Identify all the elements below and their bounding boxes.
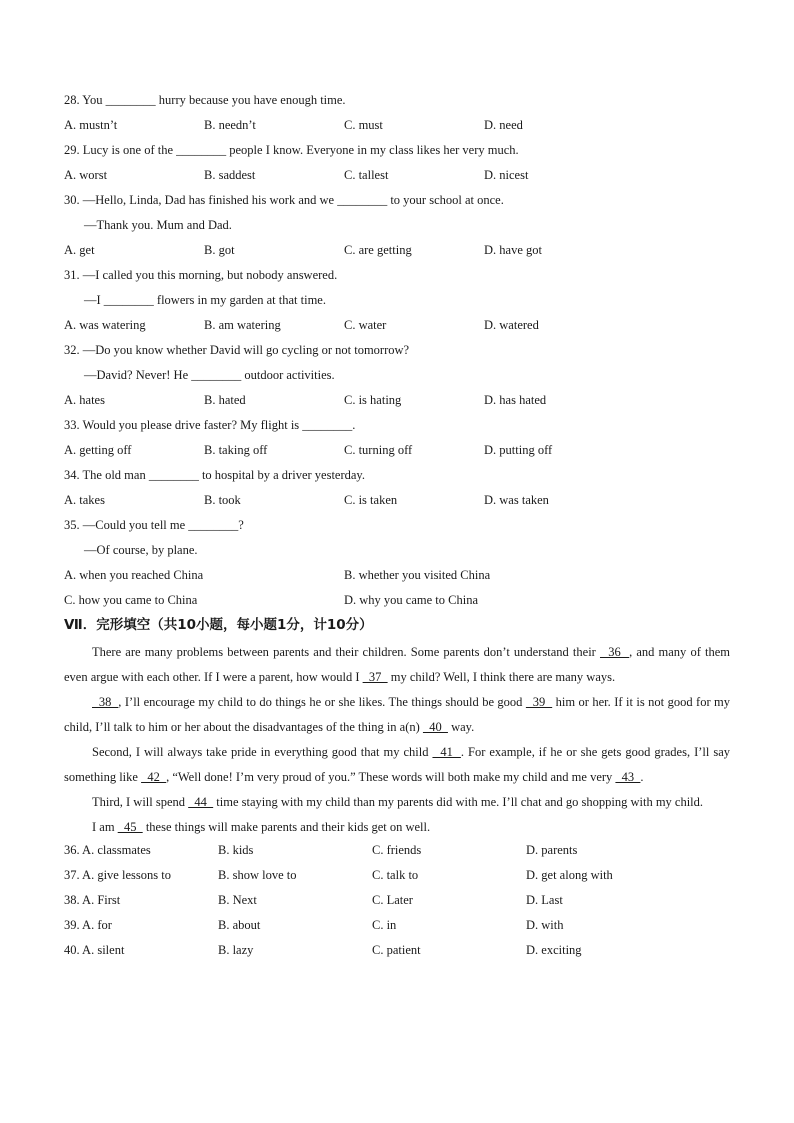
question-stem: 28. You ________ hurry because you have enough time. [64,93,346,107]
question-options [64,240,730,265]
cloze-options-row [64,890,730,915]
passage-paragraph-3: Second, I will always take pride in everything good that my child 41 . For example, if he or she gets good grades, I’ll say something like 42 , “Well done! I’m very proud of you.” These words will both make my child and me very 43 . [64,745,730,784]
option-c: C. tallest [344,168,389,182]
option-c: C. must [344,118,383,132]
option-d: D. get along with [526,868,613,882]
option-a: A. mustn’t [64,118,118,132]
question-reply: —I ________ flowers in my garden at that time. [84,293,326,307]
blank-43: 43 [615,770,641,784]
option-a: A. when you reached China [64,568,204,582]
option-c: C. how you came to China [64,593,198,607]
passage-paragraph-5: I am 45 these things will make parents and their kids get on well. [92,820,431,834]
passage-paragraph-4: Third, I will spend 44 time staying with my child than my parents did with me. I’ll chat and go shopping with my child. [92,795,704,809]
cloze-options-row [64,865,730,890]
option-a: 37. A. give lessons to [64,868,171,882]
passage-paragraph-2: 38 , I’ll encourage my child to do things he or she likes. The things should be good 39 him or her. If it is not good for my child, I’ll talk to him or her about the disadvantages of the thing in a(n) 40 way. [64,695,731,734]
question-options [64,165,730,190]
option-b: B. about [218,918,261,932]
option-c: C. water [344,318,387,332]
option-c: C. is taken [344,493,398,507]
blank-45: 45 [117,820,143,834]
question-options [64,115,730,140]
option-b: B. lazy [218,943,254,957]
question-stem: 33. Would you please drive faster? My flight is ________. [64,418,356,432]
option-b: B. Next [218,893,257,907]
question-stem: 31. —I called you this morning, but nobody answered. [64,268,338,282]
option-a: 38. A. First [64,893,121,907]
option-a: A. was watering [64,318,146,332]
blank-38: 38 [92,695,119,709]
question-options [64,565,730,590]
question-stem: 32. —Do you know whether David will go cycling or not tomorrow? [64,343,410,357]
option-a: A. hates [64,393,105,407]
option-b: B. saddest [204,168,256,182]
option-a: 36. A. classmates [64,843,151,857]
option-b: B. am watering [204,318,281,332]
option-b: B. show love to [218,868,297,882]
option-d: D. why you came to China [344,593,479,607]
option-d: D. putting off [484,443,553,457]
cloze-options-row [64,940,730,965]
option-c: C. friends [372,843,422,857]
blank-39: 39 [525,695,553,709]
option-c: C. is hating [344,393,402,407]
option-d: D. parents [526,843,578,857]
option-b: B. whether you visited China [344,568,491,582]
blank-44: 44 [188,795,214,809]
option-b: B. hated [204,393,246,407]
option-d: D. exciting [526,943,582,957]
question-stem: 29. Lucy is one of the ________ people I know. Everyone in my class likes her very much. [64,143,519,157]
section-heading: Ⅶ．完形填空（共10小题，每小题1分，计10分） [64,617,373,633]
option-d: D. was taken [484,493,549,507]
option-b: B. taking off [204,443,268,457]
blank-37: 37 [362,670,388,684]
question-options [64,590,730,615]
question-stem: 34. The old man ________ to hospital by a driver yesterday. [64,468,365,482]
option-d: D. Last [526,893,563,907]
option-a: A. getting off [64,443,132,457]
option-c: C. are getting [344,243,412,257]
option-c: C. talk to [372,868,419,882]
option-d: D. nicest [484,168,529,182]
option-c: C. turning off [344,443,413,457]
question-reply: —Of course, by plane. [84,543,198,557]
question-options [64,440,730,465]
option-b: B. needn’t [204,118,256,132]
blank-42: 42 [141,770,167,784]
blank-36: 36 [599,645,630,659]
option-a: A. takes [64,493,105,507]
option-b: B. took [204,493,241,507]
question-stem: 30. —Hello, Linda, Dad has finished his work and we ________ to your school at once. [64,193,504,207]
blank-40: 40 [422,720,448,734]
option-c: C. Later [372,893,413,907]
option-d: D. with [526,918,564,932]
option-c: C. in [372,918,397,932]
option-a: A. worst [64,168,108,182]
question-options [64,315,730,340]
option-a: 40. A. silent [64,943,125,957]
cloze-options-row [64,915,730,940]
option-d: D. have got [484,243,542,257]
cloze-options-row [64,840,730,865]
option-b: B. got [204,243,235,257]
option-c: C. patient [372,943,421,957]
question-options [64,490,730,515]
option-d: D. watered [484,318,539,332]
exam-page [64,90,730,965]
option-d: D. has hated [484,393,547,407]
option-b: B. kids [218,843,254,857]
passage-paragraph-1: There are many problems between parents and their children. Some parents don’t understand their 36 , and many of them even argue with each other. If I were a parent, how would I 37 my child? Well, I think there are many ways. [64,645,731,684]
option-a: A. get [64,243,95,257]
question-stem: 35. —Could you tell me ________? [64,518,244,532]
question-options [64,390,730,415]
option-d: D. need [484,118,523,132]
option-a: 39. A. for [64,918,112,932]
question-reply: —Thank you. Mum and Dad. [84,218,232,232]
blank-41: 41 [432,745,461,759]
question-reply: —David? Never! He ________ outdoor activities. [84,368,335,382]
